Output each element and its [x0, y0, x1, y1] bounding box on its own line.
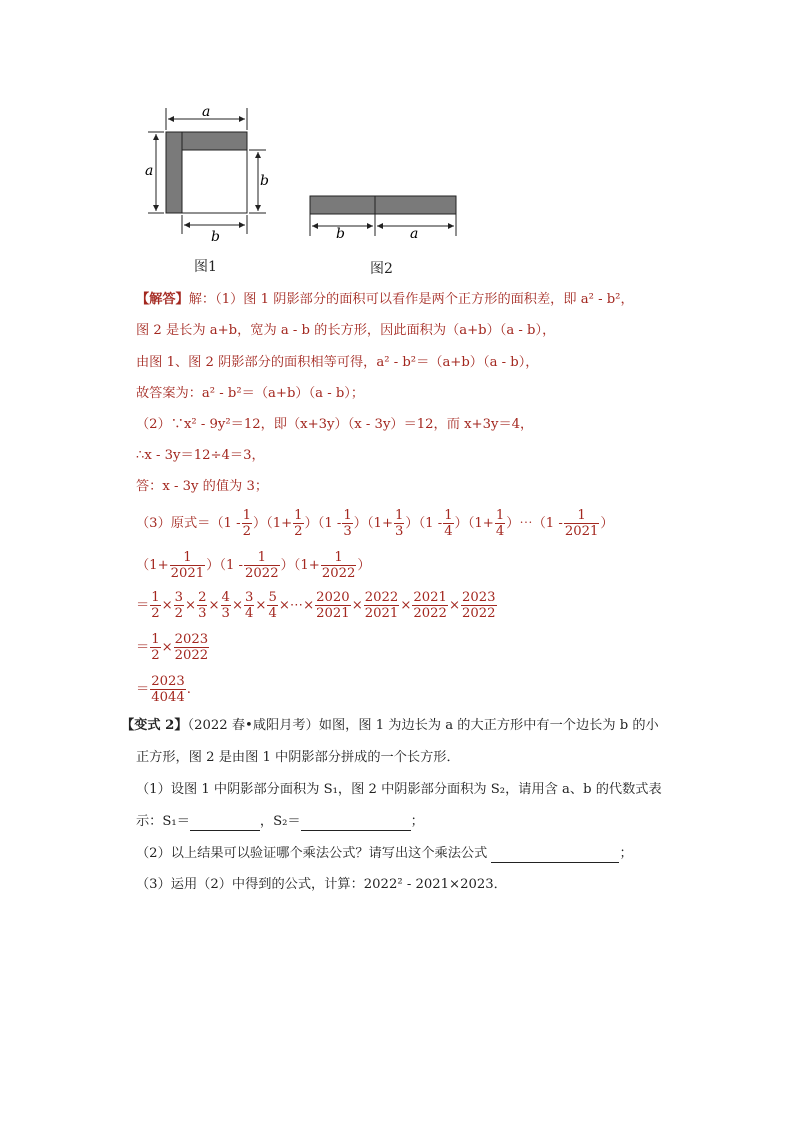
variant-line-5	[136, 845, 633, 863]
fraction: $\frac{1}{2021}$	[564, 508, 599, 539]
fraction: $\frac{1}{2}$	[294, 508, 303, 539]
variant-line-4	[136, 813, 424, 831]
solution-lead: 解：	[188, 292, 216, 307]
fraction: $\frac{2}{3}$	[198, 590, 207, 621]
variant-line-5-end: ；	[619, 846, 633, 861]
s1-answer-blank[interactable]	[190, 816, 260, 831]
solution-line-8: （3）原式＝（1 - $\frac{1}{2}$ ）（1+ $\frac{1}{2}$ ）（1 - $\frac{1}{3}$ ）（1+ $\frac{1}{3}$ ）（1 - $\frac{1}{4}$ ）（1+ $\frac{1}{4}$ ）⋯（1 - $\frac{1}{2021}$ ）	[136, 508, 614, 539]
solution-line-8-prefix: （3）原式＝	[136, 516, 211, 531]
fig1-label-left-a: a	[145, 163, 154, 179]
solution-line-2: 图 2 是长为 a+b，宽为 a - b 的长方形，因此面积为（a+b）（a - b），	[136, 323, 556, 338]
variant-line-5-text: （2）以上结果可以验证哪个乘法公式？请写出这个乘法公式	[136, 846, 488, 861]
solution-line-10: ＝ $\frac{1}{2}$ × $\frac{3}{2}$ × $\frac{2}{3}$ × $\frac{4}{3}$ × $\frac{3}{4}$ × $\frac{5}{4}$ ×⋯× $\frac{2020}{2021}$ × $\frac{2022}{2021}$ × $\frac{2021}{2022}$ × $\frac{2023}{2022}$	[136, 590, 496, 621]
solution-line-12-tail: .	[186, 682, 191, 697]
variant-line-4-a: 示：S₁＝	[136, 814, 190, 829]
solution-line-1	[136, 291, 634, 309]
fig1-label-bottom-b: b	[211, 229, 220, 245]
solution-line-11: ＝ $\frac{1}{2}$ × $\frac{2023}{2022}$	[136, 632, 209, 663]
fraction: $\frac{2023}{2022}$	[462, 590, 496, 621]
fraction: $\frac{4}{3}$	[221, 590, 230, 621]
fraction: $\frac{3}{2}$	[174, 590, 184, 621]
variant-line-1	[121, 717, 659, 735]
fraction: $\frac{2023}{4044}$	[151, 674, 185, 705]
fraction: $\frac{5}{4}$	[268, 590, 277, 621]
variant-line-4-b: ，S₂＝	[259, 814, 301, 829]
variant-line-3: （1）设图 1 中阴影部分面积为 S₁，图 2 中阴影部分面积为 S₂，请用含 a、b 的代数式表	[136, 782, 662, 797]
solution-line-12: ＝ $\frac{2023}{4044}$ .	[136, 674, 191, 705]
variant-line-6: （3）运用（2）中得到的公式，计算：2022² - 2021×2023．	[136, 877, 507, 892]
fraction: $\frac{1}{2022}$	[321, 550, 356, 581]
solution-line-7: 答：x - 3y 的值为 3；	[136, 479, 269, 494]
fraction: $\frac{1}{3}$	[395, 508, 404, 539]
solution-line-6: ∴x - 3y＝12÷4＝3，	[136, 448, 265, 463]
fig2-label-a: a	[410, 226, 419, 242]
fraction: $\frac{1}{4}$	[495, 508, 505, 539]
fraction: $\frac{1}{2022}$	[245, 550, 279, 581]
solution-line-4: 故答案为：a² - b²＝（a+b）（a - b）；	[136, 386, 365, 401]
fraction: $\frac{2022}{2021}$	[364, 590, 399, 621]
fraction: $\frac{1}{3}$	[343, 508, 352, 539]
variant-line-2: 正方形，图 2 是由图 1 中阴影部分拼成的一个长方形．	[136, 750, 460, 765]
fraction: $\frac{1}{2}$	[151, 590, 160, 621]
solution-line-3: 由图 1、图 2 阴影部分的面积相等可得，a² - b²＝（a+b）（a - b），	[136, 355, 539, 370]
variant-line-4-c: ；	[410, 814, 424, 829]
fraction: $\frac{1}{2}$	[242, 508, 251, 539]
solution-text-1: （1）图 1 阴影部分的面积可以看作是两个正方形的面积差，即 a² - b²，	[215, 292, 634, 307]
fraction: $\frac{3}{4}$	[245, 590, 254, 621]
solution-tag: 【解答】	[136, 292, 189, 307]
variant-tag: 【变式 2】	[121, 718, 188, 733]
fig1-label-top-a: a	[202, 104, 211, 120]
fig2-label-b: b	[336, 226, 345, 242]
solution-line-5: （2）∵x² - 9y²＝12，即（x+3y）（x - 3y）＝12，而 x+3y＝4，	[136, 417, 534, 432]
fraction: $\frac{2021}{2022}$	[413, 590, 447, 621]
figure-2	[300, 188, 470, 248]
fraction: $\frac{2023}{2022}$	[174, 632, 209, 663]
solution-line-9: （1+ $\frac{1}{2021}$ ）（1 - $\frac{1}{2022}$ ）（1+ $\frac{1}{2022}$ ）	[136, 550, 371, 581]
fig1-label-right-b: b	[260, 173, 269, 189]
fig1-caption: 图1	[194, 259, 217, 275]
formula-answer-blank[interactable]	[491, 848, 619, 863]
fraction: $\frac{2020}{2021}$	[316, 590, 350, 621]
fig2-caption: 图2	[370, 261, 393, 277]
fraction: $\frac{1}{2}$	[151, 632, 160, 663]
variant-text-1: （2022 春•咸阳月考）如图，图 1 为边长为 a 的大正方形中有一个边长为 b 的小	[187, 718, 659, 733]
figure-1	[140, 100, 290, 280]
s2-answer-blank[interactable]	[301, 816, 411, 831]
fraction: $\frac{1}{4}$	[444, 508, 453, 539]
fraction: $\frac{1}{2021}$	[170, 550, 205, 581]
